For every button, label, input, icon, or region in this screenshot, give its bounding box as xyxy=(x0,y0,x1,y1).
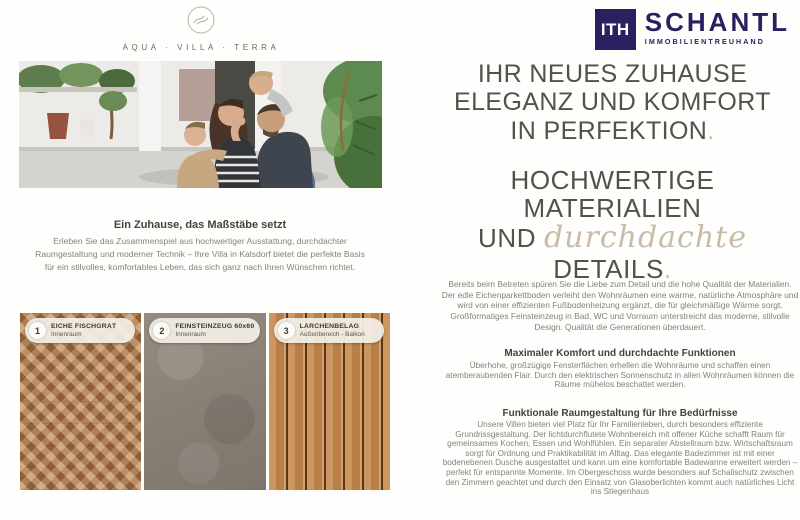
company-subtitle: IMMOBILIENTREUHAND xyxy=(644,38,765,46)
material-number-badge: 3 xyxy=(278,322,295,339)
material-title: EICHE FISCHGRÄT xyxy=(51,322,117,330)
material-swatch-oak-herringbone xyxy=(20,313,141,490)
material-title: LÄRCHENBELAG xyxy=(299,322,360,330)
main-headline: IHR NEUES ZUHAUSE ELEGANZ UND KOMFORT IN PERFEKTION. xyxy=(454,60,771,145)
material-subtitle: Innenraum xyxy=(51,330,82,338)
section-heading-komfort: Maximaler Komfort und durchdachte Funktionen xyxy=(504,348,736,359)
material-label xyxy=(25,318,135,343)
material-label xyxy=(149,318,259,343)
material-subtitle: Innenraum xyxy=(175,330,206,338)
material-number-badge: 2 xyxy=(153,322,170,339)
sub-headline: HOCHWERTIGE MATERIALIEN UND durchdachte DETAILS. xyxy=(478,165,747,284)
script-word: durchdachte xyxy=(543,220,747,256)
aqua-villa-terra-emblem-icon xyxy=(183,5,219,42)
section-heading-raumgestaltung: Funktionale Raumgestaltung für Ihre Bedürfnisse xyxy=(502,408,738,419)
section-body-raumgestaltung: Unsere Villen bieten viel Platz für Ihr Familienleben, durch besonders effiziente Grundrissgestaltung. Der lichtdurchflutete Wohnbereich mit offener Küche schafft Raum für gemeinsames Kochen, Essen und Wohlfühlen. Ein separater Abstellraum bzw. Wirtschaftsraum sorgt für Ordnung und Praktikabilität im Alltag. Das elegante Badezimmer ist mit einer bodenebenen Dusche ausgestattet und kann um eine komfortable Badewanne erweitert werden – perfekt für entspannte Momente. Im Obergeschoss wurde besonders auf Schallschutz zwischen den Zimmern geachtet und durch den Einsatz von Glasoberlichten kommt auch natürliches Licht ins Stiegenhaus xyxy=(442,420,798,497)
material-label xyxy=(274,318,384,343)
brand-name: AQUA · VILLA · TERRA xyxy=(122,43,280,52)
material-title: FEINSTEINZEUG 60x60 xyxy=(175,322,255,330)
brand-block xyxy=(20,5,382,52)
material-swatch-porcelain-tile xyxy=(144,313,265,490)
headline-accent-period: . xyxy=(707,116,715,145)
company-name: SCHANTL xyxy=(644,7,790,37)
material-swatches xyxy=(20,313,390,490)
left-section-body: Erleben Sie das Zusammenspiel aus hochwertiger Ausstattung, durchdachter Raumgestaltung und moderner Technik – Ihre Villa in Kalsdorf bietet die perfekte Basis für ein stilvolles, komfortables Leben, das sich ganz nach Ihren Wünschen richtet. xyxy=(35,236,365,272)
section-body-komfort: Überhohe, großzügige Fensterflächen erhellen die Wohnräume und schaffen einen atemberaubenden Flair. Durch den elektrischen Sonnenschutz in allen Wohnräumen können die Räume mühelos beschattet werden. xyxy=(445,361,795,390)
intro-paragraph: Bereits beim Betreten spüren Sie die Liebe zum Detail und die hohe Qualität der Materialien. Der edle Eichenparkettboden verleiht den Wohnräumen eine warme, natürliche Atmosphäre und wird von einer effizienten Fußbodenheizung ergänzt, die für gleichmäßige Wärme sorgt. Großformatiges Feinsteinzeug in Bad, WC und Vorraum unterstreicht das moderne, stilvolle Design. Qualität die Generationen überdauert. xyxy=(441,279,799,332)
subheadline-accent-period: . xyxy=(663,253,672,284)
material-number-badge: 1 xyxy=(29,322,46,339)
company-logo xyxy=(595,9,790,50)
left-section-heading: Ein Zuhause, das Maßstäbe setzt xyxy=(113,219,287,231)
family-photo-illustration xyxy=(19,61,382,188)
ith-logo-icon: ITH xyxy=(595,9,636,50)
family-photo xyxy=(19,61,382,188)
material-swatch-larch-decking xyxy=(269,313,390,490)
material-subtitle: Außenbereich - Balkon xyxy=(299,330,365,338)
